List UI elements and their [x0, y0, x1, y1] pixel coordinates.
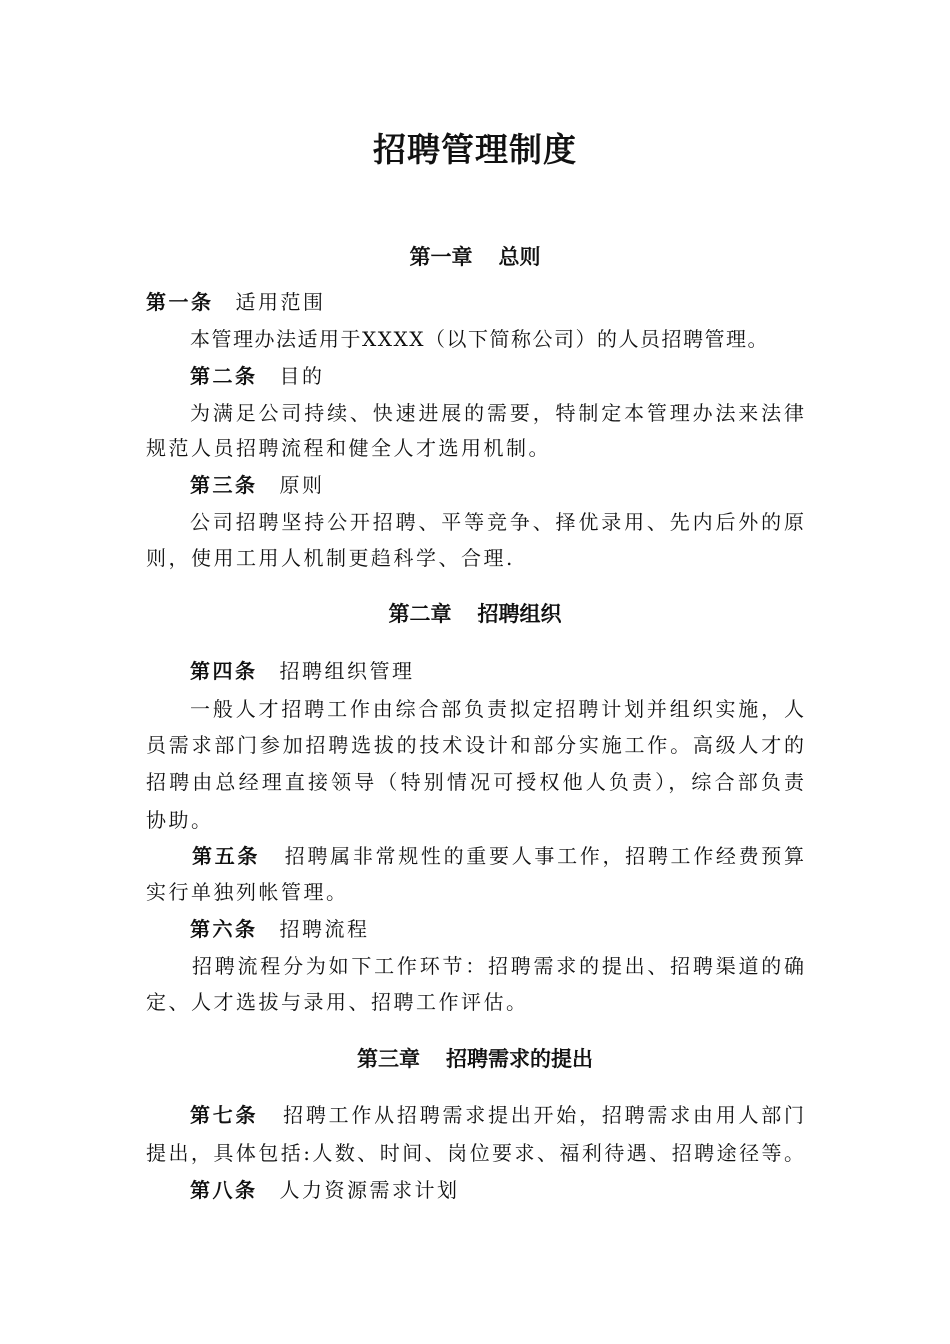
article-4-body-line-4: 协助。	[146, 808, 214, 832]
chapter-2-number: 第二章	[388, 601, 452, 626]
article-4-body-line-3: 招聘由总经理直接领导（特别情况可授权他人负责），综合部负责	[146, 770, 804, 794]
article-8-number: 第八条	[190, 1178, 258, 1202]
article-3-number: 第三条	[190, 473, 258, 497]
chapter-3-number: 第三章	[357, 1046, 420, 1071]
article-7-line-1	[190, 1100, 804, 1130]
article-1-body-line-1: 本管理办法适用于XXXX（以下简称公司）的人员招聘管理。	[190, 327, 769, 351]
article-6-name: 招聘流程	[279, 917, 370, 941]
document-title: 招聘管理制度	[373, 130, 577, 169]
chapter-1-name: 总则	[498, 244, 541, 269]
article-3-name: 原则	[279, 473, 325, 497]
article-4-number: 第四条	[190, 659, 258, 683]
article-7-text-1: 招聘工作从招聘需求提出开始，招聘需求由用人部门	[280, 1103, 805, 1127]
article-4-body-line-2: 员需求部门参加招聘选拔的技术设计和部分实施工作。高级人才的	[146, 733, 804, 757]
article-5-number: 第五条	[192, 844, 261, 868]
article-1-name: 适用范围	[235, 290, 326, 314]
article-4-name: 招聘组织管理	[279, 659, 415, 683]
article-2-heading	[190, 361, 325, 391]
chapter-2-heading	[0, 599, 950, 629]
article-2-body-line-1: 为满足公司持续、快速进展的需要，特制定本管理办法来法律	[190, 401, 804, 425]
article-3-heading	[190, 470, 325, 500]
article-3-body-line-2: 则，使用工用人机制更趋科学、合理.	[146, 546, 515, 570]
article-4-body-line-1: 一般人才招聘工作由综合部负责拟定招聘计划并组织实施，人	[190, 697, 804, 721]
article-3-body-line-1: 公司招聘坚持公开招聘、平等竞争、择优录用、先内后外的原	[190, 510, 804, 534]
article-6-heading	[190, 914, 370, 944]
article-5-body-line-2: 实行单独列帐管理。	[146, 880, 349, 904]
chapter-3-name: 招聘需求的提出	[446, 1046, 593, 1071]
article-6-number: 第六条	[190, 917, 258, 941]
article-8-name: 人力资源需求计划	[279, 1178, 460, 1202]
chapter-3-heading	[0, 1044, 950, 1074]
chapter-1-number: 第一章	[409, 244, 473, 269]
article-8-heading	[190, 1175, 460, 1205]
article-6-body-line-1: 招聘流程分为如下工作环节：招聘需求的提出、招聘渠道的确	[192, 954, 804, 978]
chapter-1-heading	[0, 242, 950, 272]
chapter-2-name: 招聘组织	[477, 601, 562, 626]
article-4-heading	[190, 656, 415, 686]
article-7-number: 第七条	[190, 1103, 259, 1127]
article-5-line-1	[192, 841, 804, 871]
article-2-name: 目的	[279, 364, 325, 388]
article-2-number: 第二条	[190, 364, 258, 388]
article-1-number: 第一条	[146, 290, 214, 314]
article-2-body-line-2: 规范人员招聘流程和健全人才选用机制。	[146, 436, 551, 460]
article-5-text-1: 招聘属非常规性的重要人事工作，招聘工作经费预算	[282, 844, 805, 868]
article-1-heading	[146, 287, 326, 317]
article-6-body-line-2: 定、人才选拔与录用、招聘工作评估。	[146, 990, 529, 1014]
article-7-body-line-2: 提出，具体包括:人数、时间、岗位要求、福利待遇、招聘途径等。	[146, 1141, 804, 1165]
